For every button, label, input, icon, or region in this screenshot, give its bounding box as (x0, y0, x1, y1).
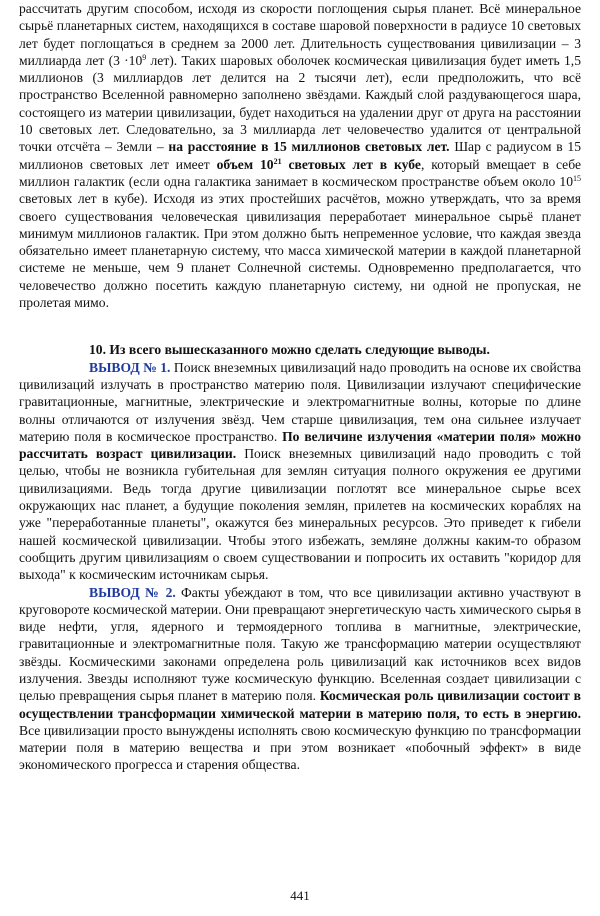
document-page (19, 0, 581, 774)
text-run: , который вмещает в себе миллион галактик (если одна галактика занимает в космическом пространстве объем около 10 (19, 156, 581, 189)
paragraph-conclusion-1 (19, 359, 581, 584)
spacer (19, 311, 581, 331)
bold-text: объем 10 (216, 156, 274, 172)
text-run: Поиск внеземных цивилизаций надо проводить на основе их свойства цивилизаций излучать в пространство материю поля. Цивилизации излучают специфические гравитационные, магнитные, электрические и электромагнитные волны, которые по длине волны отличаются от излучения звёзд. Чем старше цивилизация, тем она сильнее излучает материю поля в космическое пространство. (19, 359, 581, 444)
exponent: 9 (142, 52, 147, 62)
text-run: рассчитать другим способом, исходя из скорости поглощения сырья планет. Всё минеральное сырьё планетарных систем, находящихся в составе шаровой поверхности в радиусе 10 световых лет будет поглощаться в среднем за 2000 лет. Длительность существования цивилизации – 3 миллиарда лет (3 ·10 (19, 1, 581, 68)
paragraph-conclusion-2 (19, 584, 581, 774)
text-run: Поиск внеземных цивилизаций надо проводить с той целью, чтобы не возникла губительная для землян ситуация полного окружения ее другими цивилизациями. Ведь тогда другие цивилизации поглотят все минеральное сырье всех окружающих нас планет, а будущие поколения землян, прилетев на космических кораблях на уже "переработанные планеты", окажутся без минеральных ресурсов. Это приведет к гибели нашей космической цивилизации. Чтобы этого избежать, земляне должны каким-то образом сообщить другим цивилизациям о своем существовании и попросить их оставить "коридор для выхода" к космическим источникам сырья. (19, 446, 581, 583)
bold-text: световых лет в кубе (281, 156, 421, 172)
text-run: Факты убеждают в том, что все цивилизации активно участвуют в круговороте космической материи. Они превращают энергетическую часть химического сырья в виде нефти, угля, ядерного и термоядерного топлива в магнитные, электрические, гравитационные и электромагнитные поля. Такую же трансформацию материи осуществляют звёзды. Космическими законами определена роль цивилизаций как источников всех видов излучения. Звезды исполняют туже космическую функцию. Вселенная создает цивилизации с целью превращения сырья планет в материю поля. (19, 584, 581, 704)
text-run: Все цивилизации просто вынуждены исполнять свою космическую функцию по трансформации материи поля в материю вещества и при этом возникает «побочный эффект» в виде экономического прогресса и старения общества. (19, 722, 581, 773)
conclusion-label: ВЫВОД № 1. (89, 359, 171, 375)
exponent: 15 (573, 173, 581, 183)
page-number: 441 (290, 888, 310, 903)
text-run: Шар с радиусом в 15 миллионов световых лет имеет (19, 139, 581, 172)
exponent: 21 (273, 156, 282, 166)
conclusion-label: ВЫВОД № 2. (89, 584, 176, 600)
bold-text: По величине излучения «материи поля» можно рассчитать возраст цивилизации. (19, 428, 581, 462)
text-run: световых лет в кубе). Исходя из этих простейших расчётов, можно утверждать, что за время своего существования человеческая цивилизация переработает минеральное сырьё планет минимум миллионов галактик. При этом должно быть непременное условие, что каждая звезда обязательно имеет планетарную систему, что масса химической материи в каждой планетарной системе не меньше, чем 9 планет Солнечной системы. Одновременно предполагается, что человечество должно посетить каждую планетарную систему, ни одной не пропуская, не пролетая мимо. (19, 191, 581, 311)
bold-text: Космическая роль цивилизации состоит в осуществлении трансформации химической материи в материю поля, то есть в энергию. (19, 688, 581, 721)
bold-text: на расстояние в 15 миллионов световых лет. (168, 139, 450, 155)
paragraph-calculation (19, 0, 581, 311)
section-heading: 10. Из всего вышесказанного можно сделать следующие выводы. (89, 342, 490, 358)
text-run: лет). Таких шаровых оболочек космическая цивилизация будет иметь 1,5 миллионов (3 миллиардов лет делится на 2 тысячи лет), если предположить, что всё пространство Вселенной равномерно заполнено звёздами. Каждый слой раздувающегося шара, состоящего из материи цивилизации, будет находиться на удалении друг от друга на расстоянии 10 световых лет. Следовательно, за 3 миллиарда лет человечество удалится от центральной точки отсчёта – Земли – (19, 52, 581, 155)
